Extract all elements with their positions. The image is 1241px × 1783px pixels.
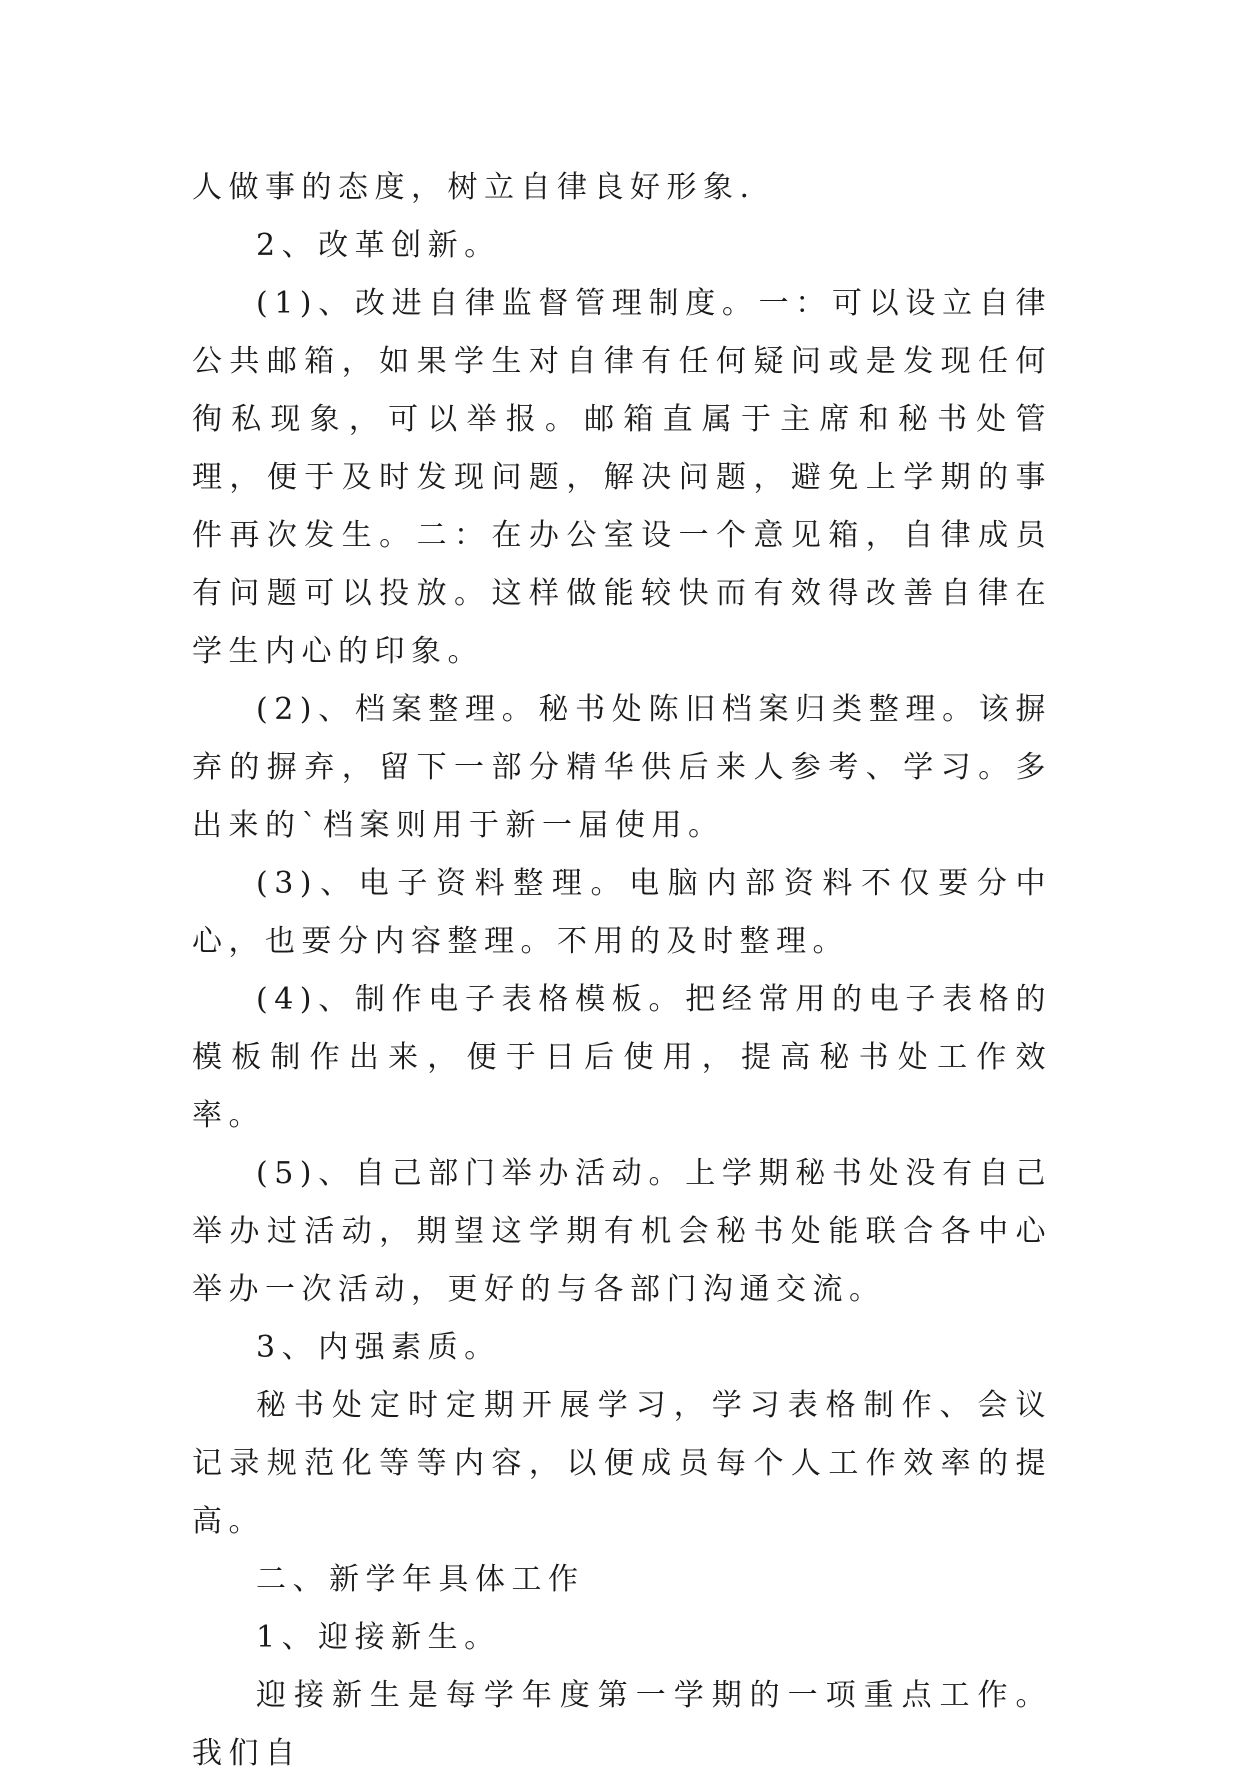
paragraph: 迎接新生是每学年度第一学期的一项重点工作。我们自: [192, 1678, 1052, 1771]
paragraph: 2、改革创新。: [256, 228, 501, 263]
paragraph: (3)、电子资料整理。电脑内部资料不仅要分中心，也要分内容整理。不用的及时整理。: [192, 866, 1052, 959]
paragraph: (2)、档案整理。秘书处陈旧档案归类整理。该摒弃的摒弃，留下一部分精华供后来人参考、学习。多出来的`档案则用于新一届使用。: [192, 692, 1052, 843]
paragraph: (5)、自己部门举办活动。上学期秘书处没有自己举办过活动，期望这学期有机会秘书处能联合各中心举办一次活动，更好的与各部门沟通交流。: [192, 1156, 1052, 1307]
paragraph: 1、迎接新生。: [256, 1620, 501, 1655]
paragraph: 人做事的态度，树立自律良好形象.: [192, 170, 756, 205]
paragraph: 二、新学年具体工作: [256, 1562, 585, 1597]
paragraph: 3、内强素质。: [256, 1330, 501, 1365]
paragraph: 秘书处定时定期开展学习，学习表格制作、会议记录规范化等等内容，以便成员每个人工作效率的提高。: [192, 1388, 1052, 1539]
document-body: [192, 159, 1052, 1783]
paragraph: (1)、改进自律监督管理制度。一：可以设立自律公共邮箱，如果学生对自律有任何疑问或是发现任何徇私现象，可以举报。邮箱直属于主席和秘书处管理，便于及时发现问题，解决问题，避免上学期的事件再次发生。二：在办公室设一个意见箱，自律成员有问题可以投放。这样做能较快而有效得改善自律在学生内心的印象。: [192, 286, 1052, 669]
paragraph: (4)、制作电子表格模板。把经常用的电子表格的模板制作出来，便于日后使用，提高秘书处工作效率。: [192, 982, 1052, 1133]
